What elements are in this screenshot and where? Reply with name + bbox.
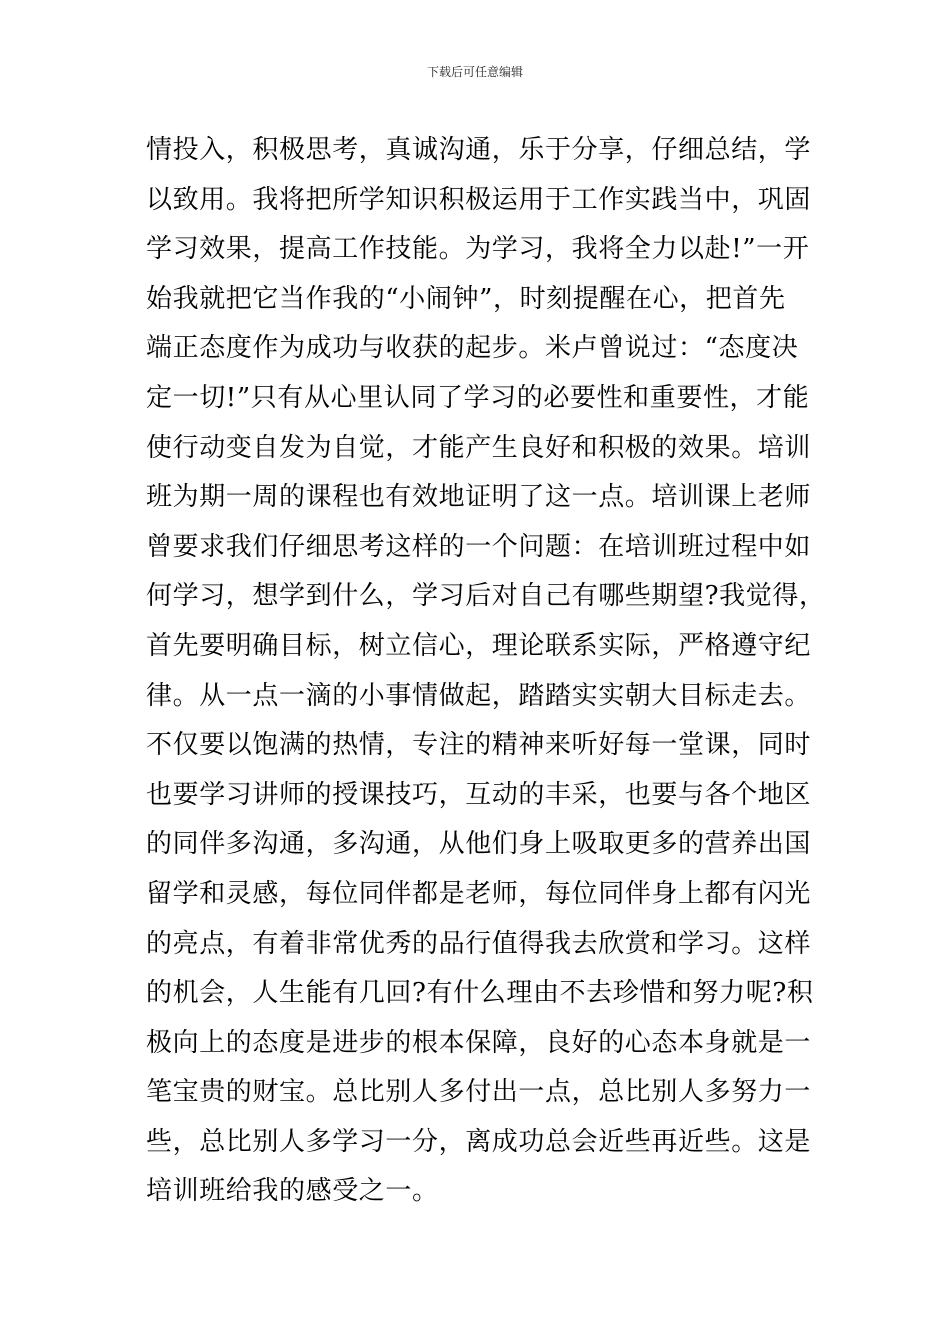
text-line: 学习效果，提高工作技能。为学习，我将全力以赴!”一开	[146, 234, 810, 265]
text-line: 端正态度作为成功与收获的起步。米卢曾说过：“态度决	[146, 333, 799, 364]
text-line: 的亮点，有着非常优秀的品行值得我去欣赏和学习。这样	[146, 928, 812, 959]
text-line: 极向上的态度是进步的根本保障，良好的心态本身就是一	[146, 1027, 812, 1058]
text-line: 不仅要以饱满的热情，专注的精神来听好每一堂课，同时	[146, 730, 812, 761]
text-line: 也要学习讲师的授课技巧，互动的丰采，也要与各个地区	[146, 779, 812, 810]
text-line: 律。从一点一滴的小事情做起，踏踏实实朝大目标走去。	[146, 680, 812, 711]
text-line: 些，总比别人多学习一分，离成功总会近些再近些。这是	[146, 1126, 812, 1157]
text-line: 曾要求我们仔细思考这样的一个问题：在培训班过程中如	[146, 531, 812, 562]
text-line: 首先要明确目标，树立信心，理论联系实际，严格遵守纪	[146, 630, 812, 661]
text-line: 笔宝贵的财宝。总比别人多付出一点，总比别人多努力一	[146, 1077, 812, 1108]
text-line: 情投入，积极思考，真诚沟通，乐于分享，仔细总结，学	[146, 135, 812, 165]
text-line: 使行动变自发为自觉，才能产生良好和积极的效果。培训	[146, 432, 812, 463]
text-line: 定一切!”只有从心里认同了学习的必要性和重要性，才能	[146, 382, 810, 413]
text-line: 始我就把它当作我的“小闹钟”，时刻提醒在心，把首先	[146, 283, 786, 314]
text-line: 以致用。我将把所学知识积极运用于工作实践当中，巩固	[146, 184, 812, 215]
page-header-note: 下载后可任意编辑	[426, 65, 523, 79]
text-line: 的机会，人生能有几回?有什么理由不去珍惜和努力呢?积	[146, 978, 814, 1009]
text-line: 何学习，想学到什么，学习后对自己有哪些期望?我觉得，	[146, 581, 826, 612]
text-line: 班为期一周的课程也有效地证明了这一点。培训课上老师	[146, 482, 812, 513]
text-line: 的同伴多沟通，多沟通，从他们身上吸取更多的营养出国	[146, 829, 812, 860]
body-text	[146, 126, 826, 1217]
text-line: 培训班给我的感受之一。	[146, 1176, 439, 1207]
text-line: 留学和灵感，每位同伴都是老师，每位同伴身上都有闪光	[146, 878, 812, 909]
